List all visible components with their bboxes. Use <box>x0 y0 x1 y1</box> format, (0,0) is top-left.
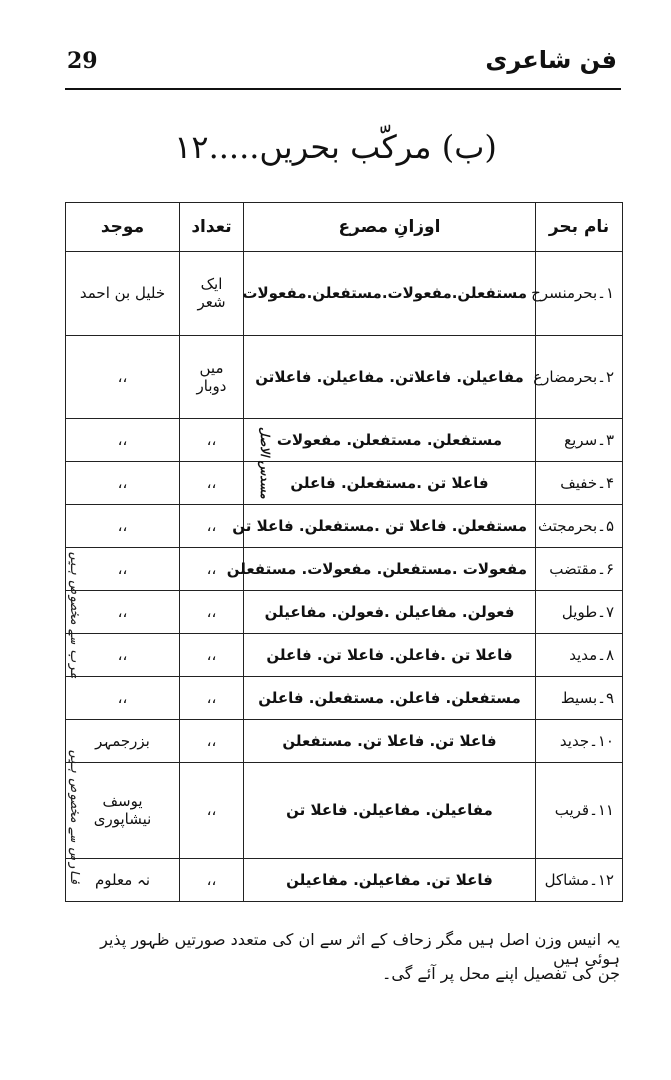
meter-name: ۱۱۔قریب <box>536 762 623 858</box>
meter-count: ،، <box>180 548 244 591</box>
table-row <box>66 634 623 677</box>
header-inventor: موجد <box>66 203 180 252</box>
meter-wazn-text: مستفعلن. مستفعلن. مفعولات <box>276 431 503 450</box>
meter-inventor: ،، <box>66 335 180 419</box>
meter-wazn: فعولن. مفاعیلن .فعولن. مفاعیلن <box>244 591 536 634</box>
table-row <box>66 419 623 462</box>
meter-name: ۱۔بحرمنسرح <box>536 252 623 336</box>
meters-table <box>65 202 623 902</box>
meter-name: ۱۲۔مشاکل <box>536 858 623 901</box>
table-row <box>66 719 623 762</box>
table-header-row <box>66 203 623 252</box>
meter-name: ۷۔طویل <box>536 591 623 634</box>
table-row <box>66 858 623 901</box>
fars-special-note: فارس سے مخصوص ہیں <box>67 750 82 885</box>
meter-wazn: مستفعلن.مفعولات.مستفعلن.مفعولات <box>244 252 536 336</box>
table-row <box>66 677 623 720</box>
running-title: فن شاعری <box>485 46 617 74</box>
meter-inventor: بزرجمہر <box>66 719 180 762</box>
meter-wazn: مستفعلن. فاعلا تن .مستفعلن. فاعلا تن <box>244 505 536 548</box>
table-row <box>66 548 623 591</box>
meter-wazn: مفاعیلن. فاعلاتن. مفاعیلن. فاعلاتن <box>244 335 536 419</box>
meter-wazn: مفعولات .مستفعلن. مفعولات. مستفعلن <box>244 548 536 591</box>
meter-count: میں دوبار <box>180 335 244 419</box>
footnote-line-1: یہ انیس وزن اصل ہیں مگر زحاف کے اثر سے ان کی متعدد صورتیں ظہور پذیر ہوئی ہیں <box>100 930 620 968</box>
table-row <box>66 505 623 548</box>
musaddas-note: مسدس الاصل <box>258 427 272 500</box>
header-name: نام بحر <box>536 203 623 252</box>
meter-name: ۶۔مقتضب <box>536 548 623 591</box>
meter-inventor: ،، <box>66 548 180 591</box>
meter-count: ایک شعر <box>180 252 244 336</box>
meter-wazn: مفاعیلن. مفاعیلن. فاعلا تن <box>244 762 536 858</box>
meter-name: ۳۔سریع <box>536 419 623 462</box>
meter-inventor: یوسف نیشاپوری <box>66 762 180 858</box>
table-row <box>66 462 623 505</box>
meter-inventor: ،، <box>66 634 180 677</box>
meter-inventor: ،، <box>66 462 180 505</box>
meter-wazn: فاعلا تن. فاعلا تن. مستفعلن <box>244 719 536 762</box>
meter-count: ،، <box>180 634 244 677</box>
meter-count: ،، <box>180 719 244 762</box>
header-count: تعداد <box>180 203 244 252</box>
meter-count: ،، <box>180 591 244 634</box>
table-row <box>66 591 623 634</box>
table-row <box>66 762 623 858</box>
meter-count: ،، <box>180 677 244 720</box>
meter-inventor: نہ معلوم <box>66 858 180 901</box>
meter-name: ۴۔خفیف <box>536 462 623 505</box>
meter-name: ۵۔بحرمجتث <box>536 505 623 548</box>
header-rule <box>65 88 621 90</box>
footnote-line-2: جن کی تفصیل اپنے محل پر آئے گی۔ <box>382 964 620 983</box>
meter-inventor: ،، <box>66 419 180 462</box>
page-header <box>65 42 621 86</box>
meter-name: ۹۔بسیط <box>536 677 623 720</box>
meter-name: ۲۔بحرمضارع <box>536 335 623 419</box>
meter-inventor: ،، <box>66 505 180 548</box>
table-row <box>66 335 623 419</box>
meter-inventor: ،، <box>66 677 180 720</box>
meter-count: ،، <box>180 762 244 858</box>
meter-count: ،، <box>180 419 244 462</box>
meter-name: ۸۔مدید <box>536 634 623 677</box>
meter-wazn: مستفعلن. فاعلن. مستفعلن. فاعلن <box>244 677 536 720</box>
meter-wazn: فاعلا تن .مستفعلن. فاعلن <box>244 462 536 505</box>
meter-name: ۱۰۔جدید <box>536 719 623 762</box>
meter-count: ،، <box>180 462 244 505</box>
page-number: 29 <box>67 48 98 74</box>
meter-inventor: خلیل بن احمد <box>66 252 180 336</box>
arab-special-note: عرب سے مخصوص ہیں <box>67 552 82 679</box>
meter-count: ،، <box>180 858 244 901</box>
meter-inventor: ،، <box>66 591 180 634</box>
meter-wazn: فاعلا تن. مفاعیلن. مفاعیلن <box>244 858 536 901</box>
meter-wazn: فاعلا تن .فاعلن. فاعلا تن. فاعلن <box>244 634 536 677</box>
meter-count: ،، <box>180 505 244 548</box>
section-title: (ب) مرکّب بحریں.....۱۲ <box>174 128 497 166</box>
table-row <box>66 252 623 336</box>
header-wazn: اوزانِ مصرع <box>244 203 536 252</box>
